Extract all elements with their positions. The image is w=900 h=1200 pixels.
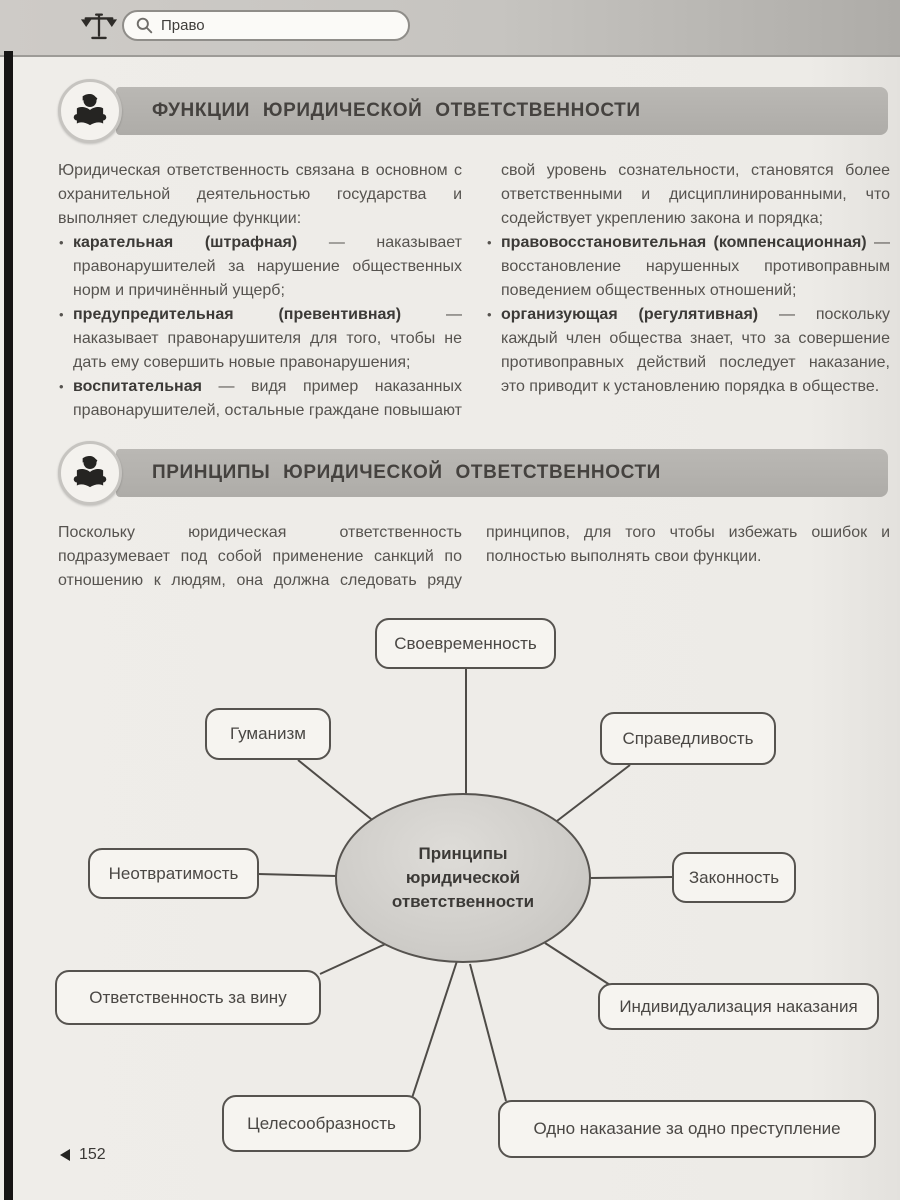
intro-paragraph: Поскольку юридическая ответственность подразумевает под собой применение санкций по отношению к людям, она должна следовать ряду принципов, для того чтобы избежать ошибок и полностью выполнять свои функции. (58, 524, 890, 589)
search-box[interactable] (122, 10, 410, 41)
function-item (486, 303, 890, 399)
diagram-node-individualization: Индивидуализация наказания (598, 983, 879, 1030)
page-footer (60, 1146, 106, 1164)
diagram-center: Принципы юридической ответственности (335, 793, 591, 963)
item-text: — наказывает правонарушителей за нарушение общественных норм и причинённый ущерб; (73, 234, 462, 299)
reader-icon (58, 441, 122, 505)
diagram-node-one-punishment: Одно наказание за одно преступление (498, 1100, 876, 1158)
scales-of-justice-icon (80, 10, 118, 44)
item-text: — видя пример наказанных правонарушителей, остальные граждане повышают свой уровень сознательности, становятся более ответственными и дисциплинированными, что содействует укреплению закона и порядка; (73, 162, 890, 419)
search-icon (136, 17, 153, 34)
diagram-node-humanism: Гуманизм (205, 708, 331, 760)
intro-paragraph: Юридическая ответственность связана в основном с охранительной деятельностью государства и выполняет следующие функции: (58, 162, 462, 227)
item-text: — восстановление нарушенных противоправным поведением общественных отношений; (501, 234, 890, 299)
section-header-functions (58, 87, 888, 135)
top-navigation-bar (0, 0, 900, 57)
section-banner (116, 87, 888, 135)
principles-text (58, 521, 890, 593)
term-bold: организующая (регулятивная) (501, 306, 759, 323)
diagram-node-inevitability: Неотвратимость (88, 848, 259, 899)
principles-diagram (0, 608, 900, 1173)
term-bold: правовосстановительная (компенсационная) (501, 234, 867, 251)
term-bold: карательная (штрафная) (73, 234, 298, 251)
item-text: — наказывает правонарушителя для того, чтобы не дать ему совершить новые правонарушения; (73, 306, 462, 371)
page-number: 152 (79, 1146, 106, 1163)
section-title: ПРИНЦИПЫ ЮРИДИЧЕСКОЙ ОТВЕТСТВЕННОСТИ (152, 462, 661, 483)
diagram-node-legality: Законность (672, 852, 796, 903)
diagram-node-expediency: Целесообразность (222, 1095, 421, 1152)
functions-text (58, 159, 890, 423)
section-banner (116, 449, 888, 497)
diagram-node-justice: Справедливость (600, 712, 776, 765)
function-item (486, 231, 890, 303)
search-value: Право (161, 17, 205, 34)
section-title: ФУНКЦИИ ЮРИДИЧЕСКОЙ ОТВЕТСТВЕННОСТИ (152, 100, 641, 121)
diagram-node-guilt: Ответственность за вину (55, 970, 321, 1025)
term-bold: воспитательная (73, 378, 202, 395)
back-arrow-icon (60, 1149, 70, 1161)
reader-icon (58, 79, 122, 143)
section-header-principles (58, 449, 888, 497)
term-bold: предупредительная (превентивная) (73, 306, 402, 323)
item-text: — поскольку каждый член общества знает, что за совершение противоправных действий последует наказание, это приводит к установлению порядка в обществе. (501, 306, 891, 395)
diagram-node-timeliness: Своевременность (375, 618, 556, 669)
function-item (58, 303, 462, 375)
function-item (58, 231, 462, 303)
